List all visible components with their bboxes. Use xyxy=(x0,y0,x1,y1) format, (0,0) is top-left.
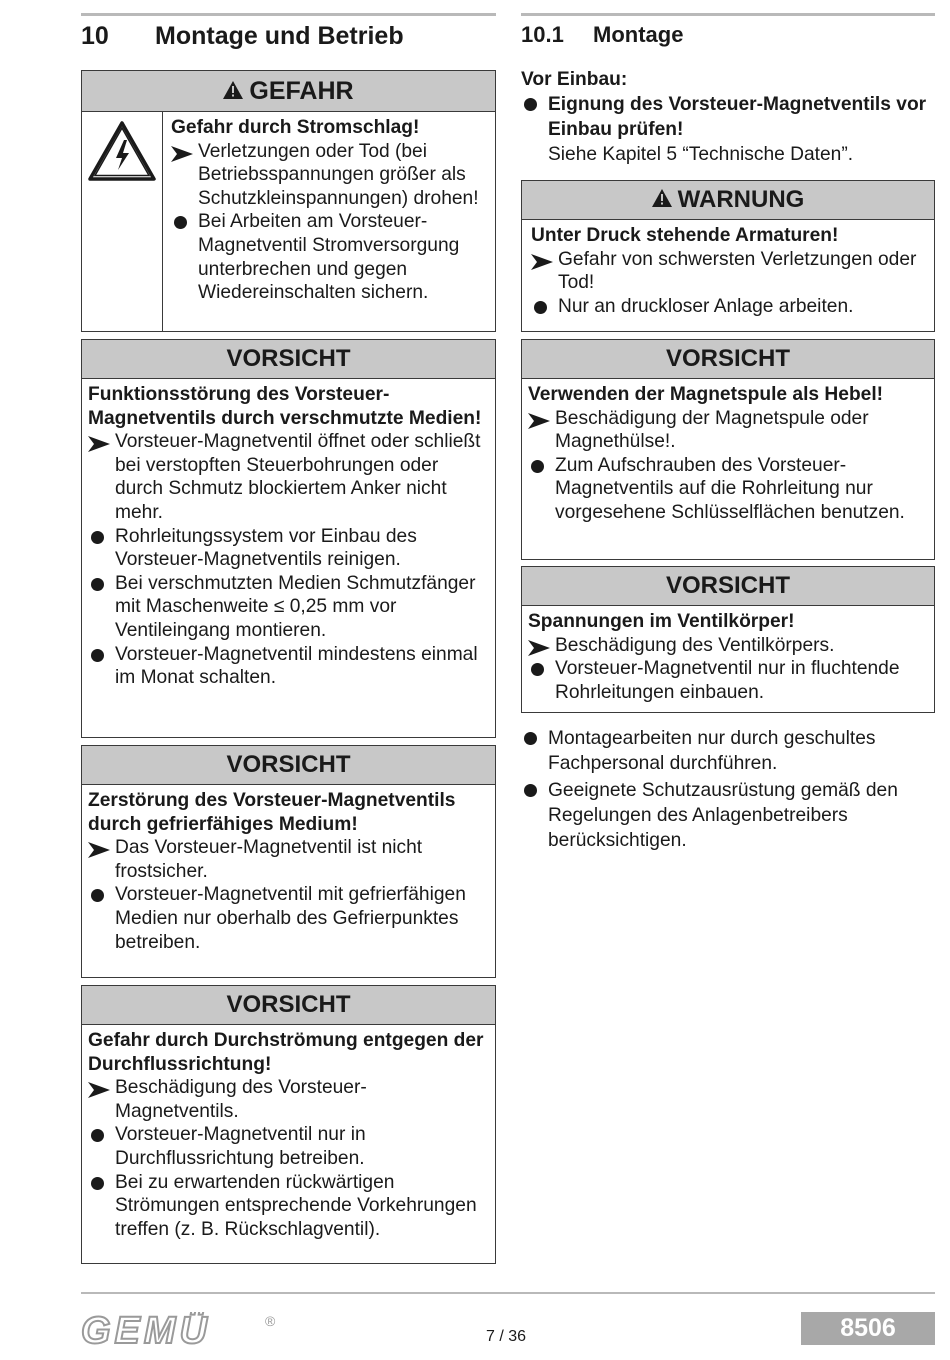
caution-consequence: Beschädigung des Ventilkörpers. xyxy=(555,634,835,656)
caution-box-freezing xyxy=(81,745,496,978)
caution-title: Gefahr durch Durchströmung entgegen der Durchflussrichtung! xyxy=(88,1030,484,1075)
danger-label: GEFAHR xyxy=(249,76,354,105)
bullet-dot-icon xyxy=(88,1171,112,1197)
subsection-heading xyxy=(521,22,683,48)
bullet-dot-icon xyxy=(88,643,112,669)
before-install-item xyxy=(521,92,935,167)
svg-text:®: ® xyxy=(265,1313,276,1329)
caution-body xyxy=(522,606,934,704)
consequence-arrow-icon xyxy=(88,841,112,865)
consequence-item xyxy=(528,634,928,658)
caution-label: VORSICHT xyxy=(226,751,351,778)
caution-action: Vorsteuer-Magnetventil mit gefrierfähigen Medien nur oberhalb des Gefrierpunktes betreiben. xyxy=(115,884,466,953)
caution-header xyxy=(522,340,934,379)
before-install-heading: Vor Einbau: xyxy=(521,69,628,90)
caution-title: Verwenden der Magnetspule als Hebel! xyxy=(528,384,884,405)
caution-consequence: Beschädigung des Vorsteuer-Magnetventils. xyxy=(115,1077,367,1122)
final-bullet-text: Montagearbeiten nur durch geschultes Fachpersonal durchführen. xyxy=(548,728,876,774)
caution-consequence: Vorsteuer-Magnetventil öffnet oder schließt bei verstopften Steuerbohrungen oder durch Schmutz blockiertem Anker nicht mehr. xyxy=(115,431,481,523)
final-bullets xyxy=(521,726,935,853)
warning-action: Nur an druckloser Anlage arbeiten. xyxy=(558,295,854,317)
bullet-dot-icon xyxy=(88,1123,112,1149)
consequence-arrow-icon xyxy=(528,412,552,436)
bullet-dot-icon xyxy=(171,210,195,236)
page-number: 7 / 36 xyxy=(486,1328,527,1345)
action-item xyxy=(171,210,487,304)
action-item xyxy=(528,657,928,704)
caution-action: Vorsteuer-Magnetventil nur in Durchflussrichtung betreiben. xyxy=(115,1124,366,1169)
caution-header xyxy=(82,746,495,785)
action-item xyxy=(88,572,489,643)
electric-shock-warning-icon xyxy=(82,112,163,332)
warning-label: WARNUNG xyxy=(677,186,805,213)
caution-label: VORSICHT xyxy=(665,572,790,599)
caution-box-coil-lever xyxy=(521,339,935,560)
caution-action: Bei verschmutzten Medien Schmutzfänger mit Maschenweite ≤ 0,25 mm vor Ventileingang montieren. xyxy=(115,572,476,641)
caution-body xyxy=(82,379,495,690)
caution-consequence: Das Vorsteuer-Magnetventil ist nicht frostsicher. xyxy=(115,837,423,882)
section-heading xyxy=(81,22,404,51)
list-item xyxy=(521,778,935,853)
section-number: 10 xyxy=(81,22,109,50)
caution-title: Spannungen im Ventilkörper! xyxy=(528,611,795,632)
caution-box-dirty-media xyxy=(81,339,496,738)
consequence-arrow-icon xyxy=(531,253,555,277)
danger-title: Gefahr durch Stromschlag! xyxy=(171,117,420,138)
warning-title: Unter Druck stehende Armaturen! xyxy=(531,225,839,246)
caution-body xyxy=(522,379,934,525)
consequence-arrow-icon xyxy=(171,145,195,169)
consequence-arrow-icon xyxy=(88,435,112,459)
action-item xyxy=(88,1171,489,1242)
consequence-item xyxy=(88,430,489,524)
bullet-dot-icon xyxy=(521,726,545,752)
document-number-badge: 8506 xyxy=(801,1312,935,1345)
bullet-dot-icon xyxy=(531,295,555,321)
danger-body xyxy=(82,112,495,332)
footer-rule xyxy=(81,1292,935,1294)
action-item xyxy=(88,1123,489,1170)
bullet-dot-icon xyxy=(521,778,545,804)
warning-box xyxy=(521,180,935,332)
danger-header xyxy=(82,71,495,112)
before-install xyxy=(521,67,935,167)
bullet-dot-icon xyxy=(521,92,545,118)
danger-box xyxy=(81,70,496,332)
list-item xyxy=(521,726,935,776)
caution-action: Bei zu erwartenden rückwärtigen Strömungen entsprechende Vorkehrungen treffen (z. B. Rückschlagventil). xyxy=(115,1171,477,1240)
top-rule-left xyxy=(81,13,496,16)
warning-body xyxy=(522,220,934,318)
before-install-check: Eignung des Vorsteuer-Magnetventils vor Einbau prüfen! xyxy=(548,94,927,140)
caution-label: VORSICHT xyxy=(665,345,790,372)
consequence-item xyxy=(88,836,489,883)
action-item xyxy=(528,454,928,525)
consequence-item xyxy=(531,248,928,295)
before-install-reference: Siehe Kapitel 5 “Technische Daten”. xyxy=(548,144,854,165)
danger-consequence: Verletzungen oder Tod (bei Betriebsspannungen größer als Schutzkleinspannungen) drohen! xyxy=(198,140,479,209)
gemu-logo xyxy=(81,1312,291,1353)
top-rule-right xyxy=(521,13,935,16)
section-title: Montage und Betrieb xyxy=(155,22,404,50)
warning-triangle-icon xyxy=(223,77,243,106)
bullet-dot-icon xyxy=(88,525,112,551)
caution-header xyxy=(522,567,934,606)
caution-label: VORSICHT xyxy=(226,991,351,1018)
action-item xyxy=(531,295,928,319)
caution-header xyxy=(82,986,495,1025)
caution-action: Rohrleitungssystem vor Einbau des Vorsteuer-Magnetventils reinigen. xyxy=(115,525,417,571)
subsection-number: 10.1 xyxy=(521,22,564,47)
bullet-dot-icon xyxy=(88,883,112,909)
action-item xyxy=(88,643,489,690)
subsection-title: Montage xyxy=(593,22,684,47)
danger-action: Bei Arbeiten am Vorsteuer-Magnetventil Stromversorgung unterbrechen und gegen Wiedereinschalten sichern. xyxy=(198,211,460,304)
action-item xyxy=(88,525,489,572)
caution-title: Zerstörung des Vorsteuer-Magnetventils durch gefrierfähiges Medium! xyxy=(88,790,456,835)
consequence-item xyxy=(88,1076,489,1123)
warning-header xyxy=(522,181,934,220)
caution-label: VORSICHT xyxy=(226,345,351,372)
consequence-arrow-icon xyxy=(88,1081,112,1105)
action-item xyxy=(88,883,489,954)
caution-body xyxy=(82,1025,495,1241)
caution-action: Vorsteuer-Magnetventil mindestens einmal im Monat schalten. xyxy=(115,643,478,689)
caution-action: Zum Aufschrauben des Vorsteuer-Magnetventils auf die Rohrleitung nur vorgesehene Schlüsselflächen benutzen. xyxy=(555,454,905,523)
consequence-item xyxy=(528,407,928,454)
warning-consequence: Gefahr von schwersten Verletzungen oder Tod! xyxy=(558,248,917,294)
bullet-dot-icon xyxy=(528,454,552,480)
caution-action: Vorsteuer-Magnetventil nur in fluchtende Rohrleitungen einbauen. xyxy=(555,658,900,703)
warning-triangle-icon xyxy=(652,186,672,214)
consequence-item xyxy=(171,140,487,211)
caution-box-valve-body-stress xyxy=(521,566,935,713)
svg-text:GEMÜ: GEMÜ xyxy=(81,1312,211,1348)
danger-text xyxy=(163,112,495,332)
caution-body xyxy=(82,785,495,954)
final-bullet-text: Geeignete Schutzausrüstung gemäß den Regelungen des Anlagenbetreibers berücksichtigen. xyxy=(548,780,898,851)
caution-header xyxy=(82,340,495,379)
caution-consequence: Beschädigung der Magnetspule oder Magnethülse!. xyxy=(555,407,869,453)
caution-box-reverse-flow xyxy=(81,985,496,1264)
bullet-dot-icon xyxy=(528,657,552,683)
bullet-dot-icon xyxy=(88,572,112,598)
caution-title: Funktionsstörung des Vorsteuer-Magnetventils durch verschmutzte Medien! xyxy=(88,384,482,429)
